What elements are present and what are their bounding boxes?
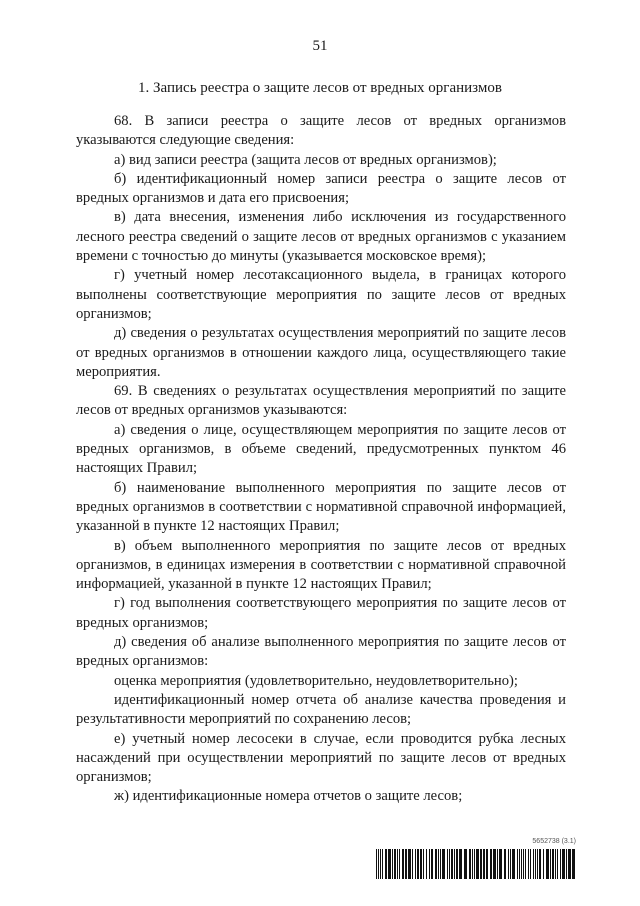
paragraph-69-d-report-id: идентификационный номер отчета об анализе качества проведения и результативности мероприятий по сохранению лесов; [76,691,566,728]
paragraph-68-b: б) идентификационный номер записи реестра о защите лесов от вредных организмов и дата его присвоения; [76,170,566,207]
barcode-bar [431,849,433,879]
barcode-bar [423,849,424,879]
barcode-bar [394,849,396,879]
barcode-bar [385,849,387,879]
barcode-bar [552,849,554,879]
barcode-bar [456,849,458,879]
paragraph-69-e: е) учетный номер лесосеки в случае, если проводится рубка лесных насаждений при осуществлении мероприятий по защите лесов от вредных организмов; [76,730,566,786]
barcode-bar [525,849,526,879]
barcode-bar [550,849,551,879]
barcode-bar [447,849,448,879]
barcode-bar [469,849,471,879]
barcode-bar [472,849,473,879]
paragraph-68-g: г) учетный номер лесотаксационного выдела, в границах которого выполнены соответствующие мероприятия по защите лесов от вредных организмов; [76,267,566,322]
barcode-bar [459,849,462,879]
barcode-bar [543,849,544,879]
barcode-bar [493,849,496,879]
paragraph-69-d-assessment: оценка мероприятия (удовлетворительно, неудовлетворительно); [114,672,518,689]
barcode-bar [438,849,439,879]
barcode-bar [530,849,531,879]
paragraph-69-v: в) объем выполненного мероприятия по защите лесов от вредных организмов, в единицах измерения в соответствии с нормативной справочной информацией, указанной в пункте 12 настоящих Правил; [76,537,566,593]
barcode-bar [512,849,515,879]
barcode-bar [399,849,400,879]
barcode-bar [535,849,536,879]
barcode-bar [382,849,383,879]
barcode-bar [440,849,441,879]
barcode-bar [476,849,479,879]
barcode-bar [402,849,404,879]
barcode-bar [408,849,411,879]
barcode-bar [508,849,509,879]
barcode-bar [562,849,565,879]
page-number: 51 [312,38,328,54]
paragraph-68: 68. В записи реестра о защите лесов от вредных организмов указываются следующие сведения: [76,113,566,149]
barcode-bar [510,849,511,879]
paragraph-69-zh: ж) идентификационные номера отчетов о защите лесов; [114,788,463,805]
barcode-bar [572,849,575,879]
barcode-bar [426,849,427,879]
paragraph-69-b: б) наименование выполненного мероприятия по защите лесов от вредных организмов в соответствии с нормативной справочной информацией, указанной в пункте 12 настоящих Правил; [76,479,566,535]
barcode-bar [519,849,520,879]
barcode-bar [568,849,571,879]
barcode-bar [474,849,475,879]
barcode-bar [449,849,450,879]
document-code: 5652738 (3.1) [532,838,576,845]
barcode-bar [415,849,416,879]
paragraph-69-a: а) сведения о лице, осуществляющем мероприятия по защите лесов от вредных организмов, в объеме сведений, предусмотренных пунктом 46 настоящих Правил; [76,421,566,477]
barcode-bar [546,849,549,879]
barcode-bar [499,849,502,879]
barcode-bar [528,849,529,879]
barcode-bar [517,849,518,879]
barcode-bar [412,849,413,879]
barcode-bar [464,849,467,879]
paragraph-68-v: в) дата внесения, изменения либо исключения из государственного лесного реестра сведений о защите лесов от вредных организмов с указанием времени с точностью до минуты (указывается московское время); [76,209,566,265]
barcode-bar [566,849,567,879]
barcode-bar [380,849,381,879]
barcode-bar [442,849,445,879]
paragraph-68-a: а) вид записи реестра (защита лесов от вредных организмов); [114,151,497,168]
paragraph-68-d: д) сведения о результатах осуществления мероприятий по защите лесов от вредных организмов в отношении каждого лица, осуществляющего такие мероприятия. [76,325,566,380]
barcode-bar [539,849,541,879]
barcode-bar [557,849,558,879]
barcode-bar [451,849,453,879]
barcode-bar [397,849,398,879]
paragraph-69-d: д) сведения об анализе выполненного мероприятия по защите лесов от вредных организмов: [76,634,566,670]
barcode-bar [480,849,482,879]
barcode-bar [523,849,524,879]
barcode-bar [378,849,379,879]
barcode-bar [537,849,538,879]
section-title: 1. Запись реестра о защите лесов от вредных организмов [138,80,502,96]
paragraph-69: 69. В сведениях о результатах осуществления мероприятий по защите лесов от вредных организмов указываются: [76,383,566,419]
barcode-bar [504,849,506,879]
barcode-bar [435,849,437,879]
barcode-bar [429,849,430,879]
barcode-bar [560,849,561,879]
barcode-bar [417,849,419,879]
barcode-bar [454,849,455,879]
barcode-bar [483,849,485,879]
barcode-bar [521,849,522,879]
barcode-bar [392,849,393,879]
barcode-bar [555,849,556,879]
barcode-bar [388,849,391,879]
barcode-image [376,849,576,879]
barcode-bar [486,849,488,879]
barcode-bar [405,849,407,879]
barcode-bar [490,849,492,879]
barcode-bar [533,849,534,879]
barcode-bar [420,849,422,879]
barcode-bar [376,849,377,879]
barcode-bar [497,849,498,879]
paragraph-69-g: г) год выполнения соответствующего мероприятия по защите лесов от вредных организмов; [76,595,566,631]
document-body [76,112,566,807]
